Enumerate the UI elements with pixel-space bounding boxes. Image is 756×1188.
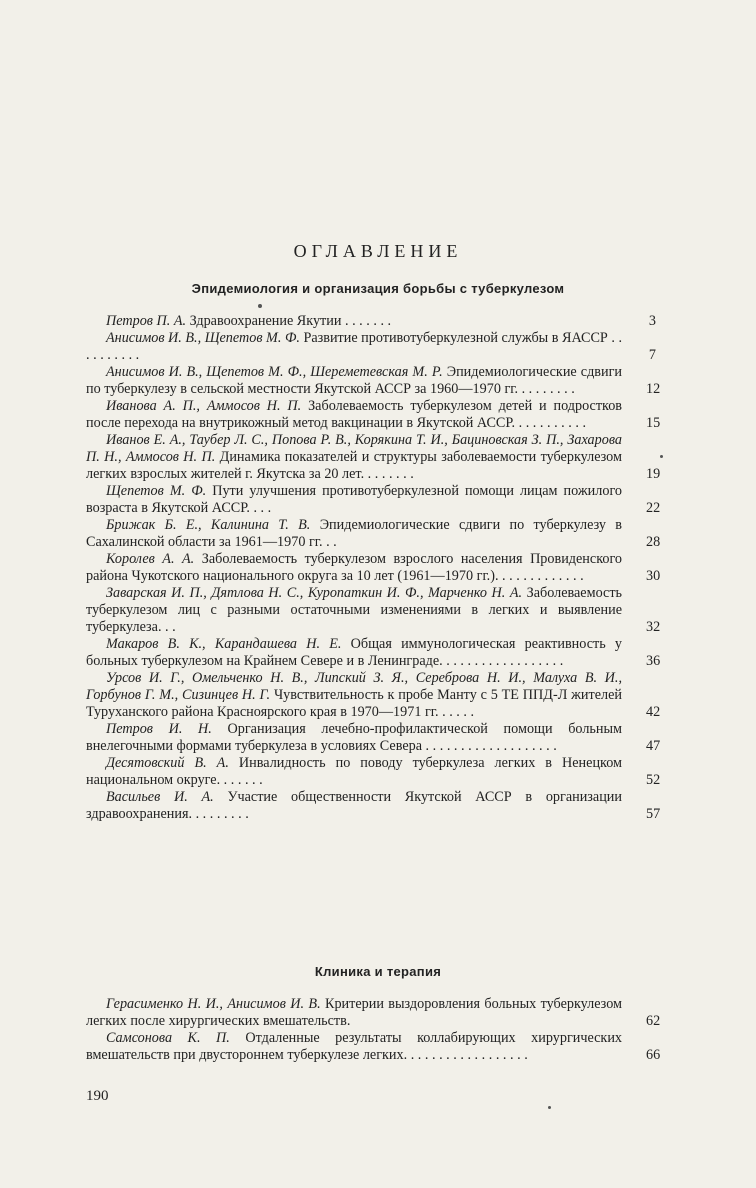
toc-entry[interactable]	[86, 721, 661, 755]
toc-entry-author: Герасименко Н. И., Анисимов И. В.	[106, 996, 321, 1012]
toc-entry-page-number: 36	[646, 653, 661, 669]
toc-entry[interactable]	[86, 517, 661, 551]
toc-entry-author: Щепетов М. Ф.	[106, 483, 207, 499]
toc-entry-title: Эпидемиологические сдвиги по туберкулезу в сельской местности Якутской АССР за 1960—1970 гг. . . . . . . . .	[86, 364, 623, 397]
toc-entry-title: Чувствительность к пробе Манту с 5 ТЕ ППД-Л жителей Туруханского района Красноярского края в 1970—1971 гг. . . . . .	[86, 687, 622, 720]
toc-entry-title: Критерии выздоровления больных туберкулезом легких после хирургических вмешательств.	[86, 996, 622, 1029]
toc-entry-author: Анисимов И. В., Щепетов М. Ф., Шереметевская М. Р.	[106, 364, 443, 380]
toc-entry[interactable]	[86, 755, 661, 789]
toc-entry-page-number: 32	[646, 619, 661, 635]
toc-entry-author: Петров И. Н.	[106, 721, 212, 737]
print-speck	[660, 455, 663, 458]
toc-entry-author: Самсонова К. П.	[106, 1030, 230, 1046]
toc-entry-author: Петров П. А.	[106, 313, 187, 329]
toc-entry-author: Королев А. А.	[106, 551, 195, 567]
toc-entry-author: Урсов И. Г., Омельченко Н. В., Липский З. Я., Сереброва Н. И., Малуха В. И., Горбунов Г. М., Сизинцев Н. Г.	[86, 670, 622, 703]
print-speck	[548, 1106, 551, 1109]
toc-entry[interactable]	[86, 432, 661, 483]
toc-entry-title: Заболеваемость туберкулезом детей и подростков после перехода на внутрикожный метод вакцинации в Якутской АССР. . . . . . . . . . .	[86, 398, 623, 431]
toc-entry-page-number: 7	[648, 347, 656, 363]
toc-entry-title: Участие общественности Якутской АССР в организации здравоохранения. . . . . . . . .	[86, 789, 622, 822]
toc-entry-page-number: 12	[646, 381, 661, 397]
toc-entry-title: Заболеваемость туберкулезом взрослого населения Провиденского района Чукотского национального округа за 10 лет (1961—1970 гг.). . . . . . . . . . . . .	[86, 551, 623, 584]
toc-entry[interactable]	[86, 551, 661, 585]
toc-entry-author: Макаров В. К., Карандашева Н. Е.	[106, 636, 342, 652]
toc-entry[interactable]	[86, 398, 661, 432]
toc-entry-author: Васильев И. А.	[106, 789, 214, 805]
toc-entry-title: Здравоохранение Якутии . . . . . . .	[189, 313, 392, 329]
toc-entry-page-number: 3	[648, 313, 656, 329]
toc-entry[interactable]	[86, 483, 661, 517]
section-heading-epidemiology: Эпидемиология и организация борьбы с туберкулезом	[191, 281, 565, 296]
toc-entry-page-number: 15	[646, 415, 661, 431]
toc-section-epidemiology	[86, 313, 661, 823]
toc-entry-title: Пути улучшения противотуберкулезной помощи лицам пожилого возраста в Якутской АССР. . . .	[86, 483, 622, 516]
toc-entry[interactable]	[86, 330, 656, 364]
toc-entry-page-number: 57	[646, 806, 661, 822]
toc-entry-page-number: 47	[646, 738, 661, 754]
toc-entry-title: Организация лечебно-профилактической помощи больным внелегочными формами туберкулеза в условиях Севера . . . . . . . . . . . . . . . . . . .	[86, 721, 622, 754]
toc-entry[interactable]	[86, 670, 661, 721]
toc-entry[interactable]	[86, 636, 661, 670]
print-speck	[258, 304, 262, 308]
toc-entry-page-number: 28	[646, 534, 661, 550]
toc-entry-author: Иванов Е. А., Таубер Л. С., Попова Р. В., Корякина Т. И., Бациновская З. П., Захарова П. Н., Аммосов Н. П.	[86, 432, 622, 465]
toc-entry-author: Анисимов И. В., Щепетов М. Ф.	[106, 330, 300, 346]
toc-entry-author: Заварская И. П., Дятлова Н. С., Куропаткин И. Ф., Марченко Н. А.	[106, 585, 523, 601]
toc-entry-author: Иванова А. П., Аммосов Н. П.	[106, 398, 302, 414]
toc-entry-title: Динамика показателей и структуры заболеваемости туберкулезом легких взрослых жителей г. Якутска за 20 лет. . . . . . . .	[86, 449, 622, 482]
toc-entry[interactable]	[86, 1030, 661, 1064]
toc-entry[interactable]	[86, 313, 656, 330]
toc-section-clinic	[86, 996, 661, 1064]
toc-entry[interactable]	[86, 585, 661, 636]
toc-entry[interactable]	[86, 789, 661, 823]
toc-entry-page-number: 62	[646, 1013, 661, 1029]
toc-entry-author: Брижак Б. Е., Калинина Т. В.	[106, 517, 311, 533]
toc-entry-title: Заболеваемость туберкулезом лиц с разными остаточными изменениями в легких и выявление туберкулеза. . .	[86, 585, 622, 635]
toc-entry-title: Общая иммунологическая реактивность у больных туберкулезом на Крайнем Севере и в Ленинграде. . . . . . . . . . . . . . . . . .	[86, 636, 622, 669]
toc-entry-title: Эпидемиологические сдвиги по туберкулезу в Сахалинской области за 1961—1970 гг. . .	[86, 517, 622, 550]
toc-entry[interactable]	[86, 996, 661, 1030]
toc-entry-page-number: 42	[646, 704, 661, 720]
toc-entry-title: Инвалидность по поводу туберкулеза легких в Ненецком национальном округе. . . . . . .	[86, 755, 623, 788]
page-number: 190	[86, 1088, 109, 1104]
toc-entry-page-number: 66	[646, 1047, 661, 1063]
toc-entry-page-number: 52	[646, 772, 661, 788]
page-title: ОГЛАВЛЕНИЕ	[293, 241, 463, 261]
toc-entry-author: Десятовский В. А.	[106, 755, 229, 771]
section-heading-clinic: Клиника и терапия	[314, 964, 442, 979]
toc-entry-page-number: 30	[646, 568, 661, 584]
toc-entry-title: Развитие противотуберкулезной службы в ЯАССР . . . . . . . . . .	[86, 330, 622, 363]
toc-entry-page-number: 22	[646, 500, 661, 516]
toc-entry[interactable]	[86, 364, 661, 398]
toc-entry-page-number: 19	[646, 466, 661, 482]
toc-entry-title: Отдаленные результаты коллабирующих хирургических вмешательств при двустороннем туберкулезе легких. . . . . . . . . . . . . . . . . .	[86, 1030, 623, 1063]
